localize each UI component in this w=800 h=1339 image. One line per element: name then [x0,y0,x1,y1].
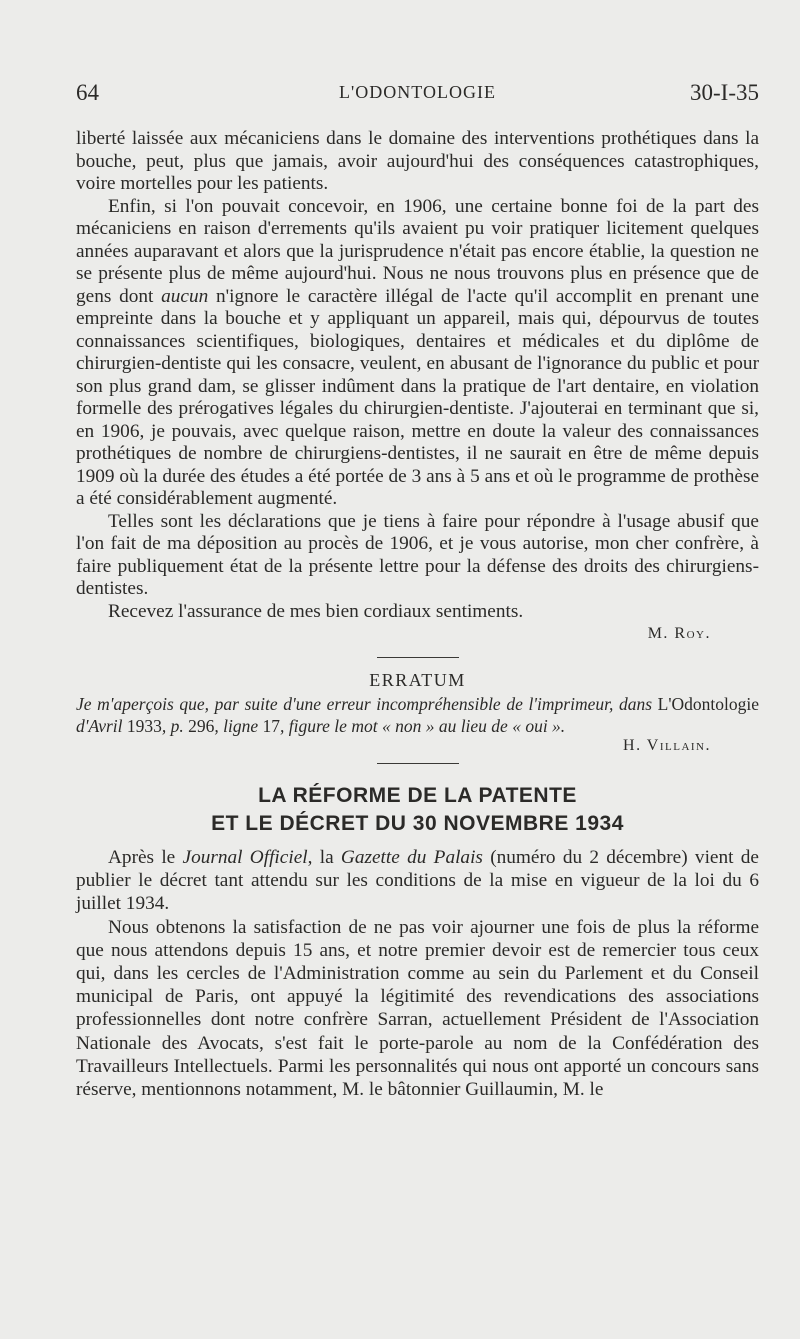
letter-paragraph-4: Recevez l'assurance de mes bien cordiaux sentiments. [108,600,524,622]
page-body [76,128,759,1101]
article-title-line-2: ET LE DÉCRET DU 30 NOVEMBRE 1934 [211,812,624,835]
page-number: 64 [76,80,99,105]
issue-date: 30-I-35 [690,80,759,105]
letter-signature: M. Roy. [647,625,711,642]
emphasis-aucun: aucun [161,285,209,307]
running-header [76,80,759,112]
erratum-signature: H. Villain. [623,737,711,754]
section-divider [377,657,459,658]
article-paragraph-2: Nous obtenons la satisfaction de ne pas voir ajourner une fois de plus la réforme que nous attendons depuis 15 ans, et notre premier devoir est de remercier tous ceux qui, dans les cercles de l'Administration comme au sein du Parlement et du Conseil municipal de Paris, ont appuyé la légitimité des revendications des associations professionnelles dont notre confrère Sarran, actuellement Président de l'Association Nationale des Avocats, s'est fait le porte-parole au nom de la Confédération des Travailleurs Intellectuels. Parmi les personnalités qui nous ont apporté un concours sans réserve, mentionnons notamment, M. le bâtonnier Guillaumin, M. le [76,916,759,1101]
article-paragraph-1: Après le Journal Officiel, la Gazette du Palais (numéro du 2 décembre) vient de publier le décret tant attendu sur les conditions de la mise en vigueur de la loi du 6 juillet 1934. [76,847,759,915]
letter-paragraph-2: Enfin, si l'on pouvait concevoir, en 1906, une certaine bonne foi de la part des mécaniciens en raison d'errements qu'ils avaient pu voir pratiquer licitement quelques années auparavant et alors que la jurisprudence n'était pas encore établie, la question ne se présente plus de même aujourd'hui. Nous ne nous trouvons plus en présence que de gens dont aucun n'ignore le caractère illégal de l'acte qu'il accomplit en prenant une empreinte dans la bouche et y appliquant un appareil, mais qui, dépourvus de toutes connaissances scientifiques, biologiques, dentaires et médicales et du diplôme de chirurgien-dentiste qui les consacre, veulent, en abusant de l'ignorance du public et pour son plus grand dam, se glisser indûment dans la pratique de l'art dentaire, en violation formelle des prérogatives légales du chirurgien-dentiste. J'ajouterai en terminant que si, en 1906, je pouvais, avec quelque raison, mettre en doute la valeur des connaissances prothétiques de nombre de chirurgiens-dentistes, il ne saurait en être de même depuis 1909 où la durée des études a été portée de 3 ans à 5 ans et où le programme de prothèse a été considérablement augmenté. [76,195,759,509]
article-title-line-1: LA RÉFORME DE LA PATENTE [258,784,577,807]
erratum-text: Je m'aperçois que, par suite d'une erreur incompréhensible de l'imprimeur, dans L'Odontologie d'Avril 1933, p. 296, ligne 17, figure le mot « non » au lieu de « oui ». [76,694,759,736]
journal-title: L'ODONTOLOGIE [339,82,496,102]
erratum-heading: ERRATUM [369,670,466,690]
letter-paragraph-1: liberté laissée aux mécaniciens dans le domaine des interventions prothétiques dans la bouche, peut, plus que jamais, avoir aujourd'hui des conséquences catastrophiques, voire mortelles pour les patients. [76,128,759,194]
letter-paragraph-3: Telles sont les déclarations que je tiens à faire pour répondre à l'usage abusif que l'on fait de ma déposition au procès de 1906, et je vous autorise, mon cher confrère, à faire publiquement état de la présente lettre pour la défense des droits des chirurgiens-dentistes. [76,510,759,599]
section-divider-2 [377,763,459,764]
